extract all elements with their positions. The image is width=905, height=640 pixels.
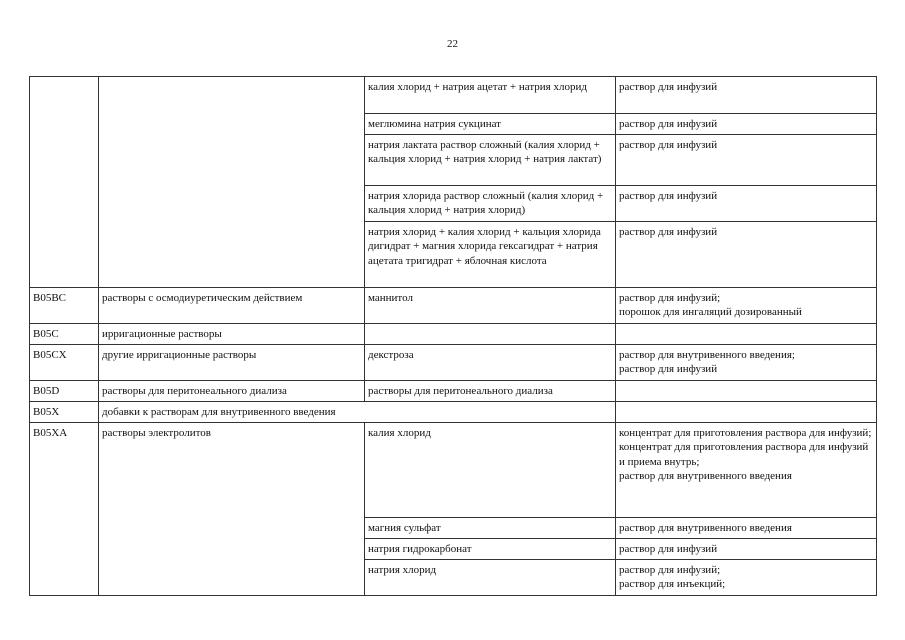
atc-code-cell: B05CX	[30, 345, 99, 381]
group-name-cell	[99, 77, 365, 288]
atc-code-cell: B05C	[30, 324, 99, 345]
group-name-cell: добавки к растворам для внутривенного введения	[99, 402, 616, 423]
atc-code-cell	[30, 77, 99, 288]
drug-name-cell: натрия хлорид + калия хлорид + кальция хлорида дигидрат + магния хлорида гексагидрат + натрия ацетата тригидрат + яблочная кислота	[365, 222, 616, 288]
group-name-cell: растворы с осмодиуретическим действием	[99, 288, 365, 324]
drug-name-cell: декстроза	[365, 345, 616, 381]
table-row	[30, 381, 877, 402]
drug-name-cell: натрия хлорида раствор сложный (калия хлорид + кальция хлорид + натрия хлорид)	[365, 186, 616, 222]
page-number: 22	[447, 38, 458, 50]
group-name-cell: растворы электролитов	[99, 423, 365, 596]
dosage-form-cell: раствор для инфузий; раствор для инъекций;	[616, 560, 877, 596]
atc-code-cell: B05XA	[30, 423, 99, 596]
group-name-cell: ирригационные растворы	[99, 324, 365, 345]
atc-code-cell: B05BC	[30, 288, 99, 324]
drug-name-cell: меглюмина натрия сукцинат	[365, 114, 616, 135]
drug-table	[29, 76, 877, 596]
dosage-form-cell	[616, 381, 877, 402]
table-row	[30, 324, 877, 345]
dosage-form-cell: раствор для инфузий; порошок для ингаляций дозированный	[616, 288, 877, 324]
dosage-form-cell: раствор для инфузий	[616, 77, 877, 114]
dosage-form-cell: раствор для инфузий	[616, 186, 877, 222]
dosage-form-cell	[616, 402, 877, 423]
dosage-form-cell	[616, 324, 877, 345]
drug-name-cell: маннитол	[365, 288, 616, 324]
drug-name-cell: натрия лактата раствор сложный (калия хлорид + кальция хлорид + натрия хлорид + натрия лактат)	[365, 135, 616, 186]
dosage-form-cell: раствор для инфузий	[616, 539, 877, 560]
drug-name-cell: натрия гидрокарбонат	[365, 539, 616, 560]
table-row	[30, 423, 877, 518]
drug-name-cell	[365, 324, 616, 345]
dosage-form-cell: раствор для внутривенного введения	[616, 518, 877, 539]
drug-name-cell: калия хлорид	[365, 423, 616, 518]
group-name-cell: растворы для перитонеального диализа	[99, 381, 365, 402]
table-row	[30, 288, 877, 324]
drug-name-cell: растворы для перитонеального диализа	[365, 381, 616, 402]
atc-code-cell: B05X	[30, 402, 99, 423]
table-row	[30, 402, 877, 423]
group-name-cell: другие ирригационные растворы	[99, 345, 365, 381]
dosage-form-cell: раствор для внутривенного введения; раствор для инфузий	[616, 345, 877, 381]
drug-name-cell: калия хлорид + натрия ацетат + натрия хлорид	[365, 77, 616, 114]
dosage-form-cell: раствор для инфузий	[616, 222, 877, 288]
table-row	[30, 77, 877, 114]
drug-name-cell: магния сульфат	[365, 518, 616, 539]
dosage-form-cell: раствор для инфузий	[616, 114, 877, 135]
dosage-form-cell: концентрат для приготовления раствора для инфузий; концентрат для приготовления раствора для инфузий и приема внутрь; раствор для внутривенного введения	[616, 423, 877, 518]
drug-name-cell: натрия хлорид	[365, 560, 616, 596]
atc-code-cell: B05D	[30, 381, 99, 402]
dosage-form-cell: раствор для инфузий	[616, 135, 877, 186]
table-row	[30, 345, 877, 381]
